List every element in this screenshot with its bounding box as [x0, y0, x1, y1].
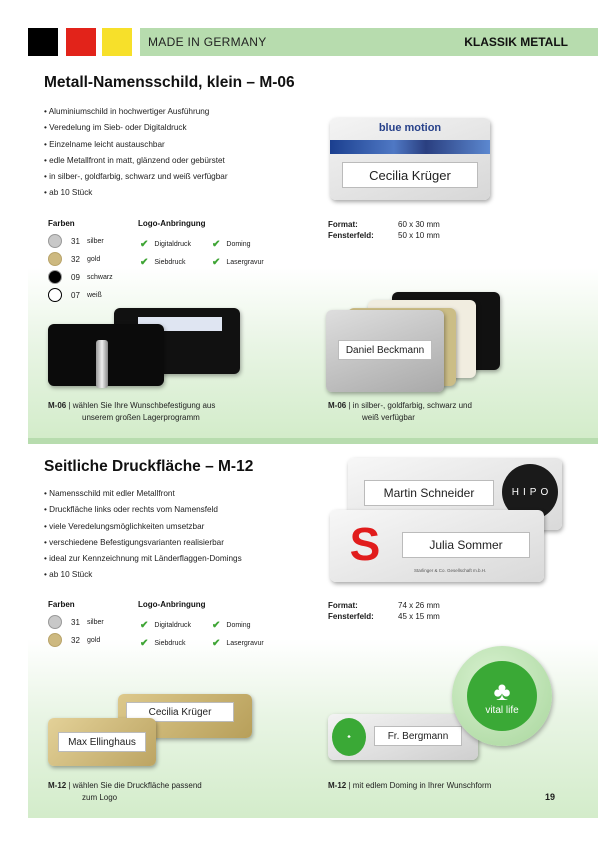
header-bar — [140, 28, 598, 56]
color-swatch-white — [48, 288, 62, 302]
color-swatch-silver — [48, 615, 62, 629]
logo-method: ✔ Siebdruck — [140, 638, 186, 649]
name-window: Cecilia Krüger — [126, 702, 234, 722]
color-option: 09 schwarz — [48, 270, 113, 284]
product-title: Metall-Namensschild, klein – M-06 — [44, 74, 295, 91]
vital-life-logo: ♣ vital life — [467, 661, 537, 731]
logo-method: ✔ Digitaldruck — [140, 239, 191, 250]
feature-item: • Druckfläche links oder rechts vom Namensfeld — [44, 502, 242, 518]
logo-heading: Logo-Anbringung — [138, 600, 206, 609]
feature-item: • Einzelname leicht austauschbar — [44, 137, 228, 153]
logo-method: ✔ Lasergravur — [212, 638, 264, 649]
badge-gold-front — [48, 718, 156, 766]
product-section-m12 — [28, 446, 598, 818]
tree-logo-icon: ♣ — [332, 718, 366, 756]
check-icon: ✔ — [140, 620, 149, 631]
product-title: Seitliche Druckfläche – M-12 — [44, 458, 254, 475]
pin-clip-icon — [96, 340, 108, 388]
logo-method: ✔ Lasergravur — [212, 257, 264, 268]
feature-item: • edle Metallfront in matt, glänzend oder gebürstet — [44, 153, 228, 169]
spec-block: Format: 60 x 30 mm Fensterfeld: 50 x 10 mm — [328, 220, 440, 240]
feature-item: • Aluminiumschild in hochwertiger Ausführung — [44, 104, 228, 120]
caption-right: M-12 | mit edlem Doming in Ihrer Wunschform — [328, 781, 492, 790]
tree-icon: ♣ — [493, 675, 511, 706]
brand-text: blue motion — [378, 122, 442, 134]
made-in-label: MADE IN GERMANY — [148, 35, 267, 49]
color-option: 32 gold — [48, 633, 100, 647]
company-text: Starlinger & Co. Gesellschaft m.b.H. — [414, 568, 487, 573]
feature-list — [44, 486, 242, 584]
color-option: 31 silber — [48, 615, 104, 629]
feature-item: • in silber-, goldfarbig, schwarz und weiß verfügbar — [44, 169, 228, 185]
flag-black-stripe — [28, 28, 58, 56]
color-swatch-silver — [48, 234, 62, 248]
color-option: 32 gold — [48, 252, 100, 266]
color-option: 31 silber — [48, 234, 104, 248]
badge-hero-front — [330, 510, 544, 582]
section-divider — [28, 438, 598, 444]
colors-heading: Farben — [48, 600, 75, 609]
check-icon: ✔ — [140, 239, 149, 250]
name-window: Cecilia Krüger — [342, 162, 478, 188]
badge-hero-image — [330, 118, 490, 200]
check-icon: ✔ — [212, 239, 221, 250]
feature-item: • ab 10 Stück — [44, 185, 228, 201]
name-window: Julia Sommer — [402, 532, 530, 558]
category-label: KLASSIK METALL — [464, 35, 568, 49]
flag-red-stripe — [66, 28, 96, 56]
caption-left: M-06 | wählen Sie Ihre Wunschbefestigung aus unserem großen Lagerprogramm — [48, 401, 216, 422]
color-option: 07 weiß — [48, 288, 102, 302]
brand-stripe — [330, 140, 490, 154]
feature-item: • ab 10 Stück — [44, 567, 242, 583]
color-swatch-gold — [48, 252, 62, 266]
name-window: Fr. Bergmann — [374, 726, 462, 746]
name-window: Max Ellinghaus — [58, 732, 146, 752]
badge-doming — [328, 714, 478, 760]
name-window: Daniel Beckmann — [338, 340, 432, 360]
feature-item: • Namensschild mit edler Metallfront — [44, 486, 242, 502]
check-icon: ✔ — [212, 257, 221, 268]
caption-left: M-12 | wählen Sie die Druckfläche passend zum Logo — [48, 781, 202, 802]
colors-heading: Farben — [48, 219, 75, 228]
doming-zoom — [452, 646, 552, 746]
product-section-m06 — [28, 60, 598, 438]
logo-method: ✔ Siebdruck — [140, 257, 186, 268]
feature-item: • viele Veredelungsmöglichkeiten umsetzbar — [44, 519, 242, 535]
color-swatch-gold — [48, 633, 62, 647]
feature-item: • ideal zur Kennzeichnung mit Länderflaggen-Domings — [44, 551, 242, 567]
color-swatch-black — [48, 270, 62, 284]
brand-logo-icon: S — [349, 518, 381, 570]
feature-list — [44, 104, 228, 202]
flag-gold-stripe — [102, 28, 132, 56]
badge-black-front — [48, 324, 164, 386]
spec-block: Format: 74 x 26 mm Fensterfeld: 45 x 15 mm — [328, 601, 440, 621]
name-window: Martin Schneider — [364, 480, 494, 506]
feature-item: • Veredelung im Sieb- oder Digitaldruck — [44, 120, 228, 136]
logo-method: ✔ Doming — [212, 239, 251, 250]
page-number: 19 — [545, 792, 556, 802]
logo-heading: Logo-Anbringung — [138, 219, 206, 228]
check-icon: ✔ — [212, 638, 221, 649]
check-icon: ✔ — [140, 257, 149, 268]
caption-right: M-06 | in silber-, goldfarbig, schwarz und weiß verfügbar — [328, 401, 472, 422]
check-icon: ✔ — [212, 620, 221, 631]
badge-stack-silver — [326, 310, 444, 392]
feature-item: • verschiedene Befestigungsvarianten realisierbar — [44, 535, 242, 551]
logo-method: ✔ Digitaldruck — [140, 620, 191, 631]
logo-method: ✔ Doming — [212, 620, 251, 631]
check-icon: ✔ — [140, 638, 149, 649]
hipo-logo: H I P O — [502, 464, 558, 520]
